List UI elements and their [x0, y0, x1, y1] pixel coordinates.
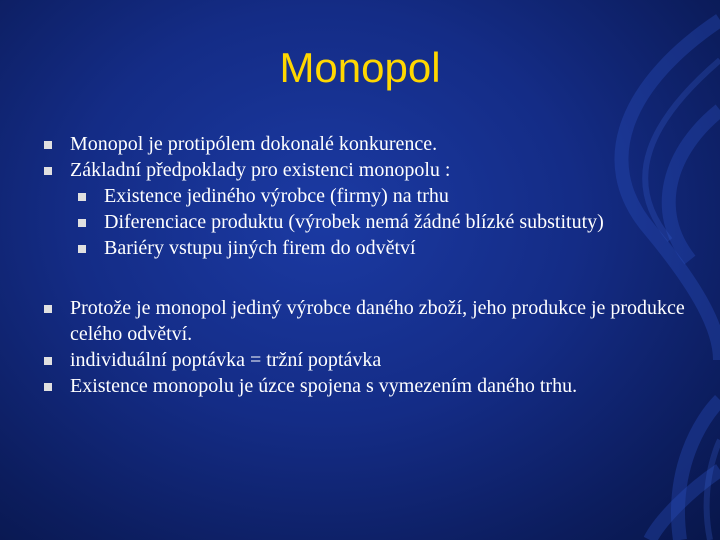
bullet-item: [42, 347, 702, 373]
square-bullet-icon: [44, 357, 52, 365]
sub-bullet-item: [76, 209, 702, 235]
sub-bullet-text: Bariéry vstupu jiných firem do odvětví: [104, 237, 416, 259]
square-bullet-icon: [44, 305, 52, 313]
bullet-text: Protože je monopol jediný výrobce daného zboží, jeho produkce je produkce celého odvětví.: [70, 297, 685, 345]
square-bullet-icon: [78, 245, 86, 253]
square-bullet-icon: [44, 167, 52, 175]
bullet-item: [42, 295, 702, 347]
bullet-item: [42, 373, 702, 399]
spacer: [42, 261, 702, 295]
slide-title: Monopol: [279, 44, 441, 91]
sub-bullet-item: [76, 235, 702, 261]
sub-bullet-item: [76, 183, 702, 209]
bullet-text: Monopol je protipólem dokonalé konkurence.: [70, 133, 438, 155]
bullet-item: [42, 131, 702, 157]
square-bullet-icon: [78, 193, 86, 201]
square-bullet-icon: [44, 383, 52, 391]
bullet-item: [42, 157, 702, 183]
bullet-text: Existence monopolu je úzce spojena s vymezením daného trhu.: [70, 375, 578, 397]
square-bullet-icon: [78, 219, 86, 227]
bullet-text: individuální poptávka = tržní poptávka: [70, 349, 382, 371]
slide-content: [42, 131, 702, 399]
sub-bullet-text: Diferenciace produktu (výrobek nemá žádné blízké substituty): [104, 211, 604, 233]
bullet-text: Základní předpoklady pro existenci monopolu :: [70, 159, 451, 181]
square-bullet-icon: [44, 141, 52, 149]
sub-bullet-text: Existence jediného výrobce (firmy) na trhu: [104, 185, 449, 207]
